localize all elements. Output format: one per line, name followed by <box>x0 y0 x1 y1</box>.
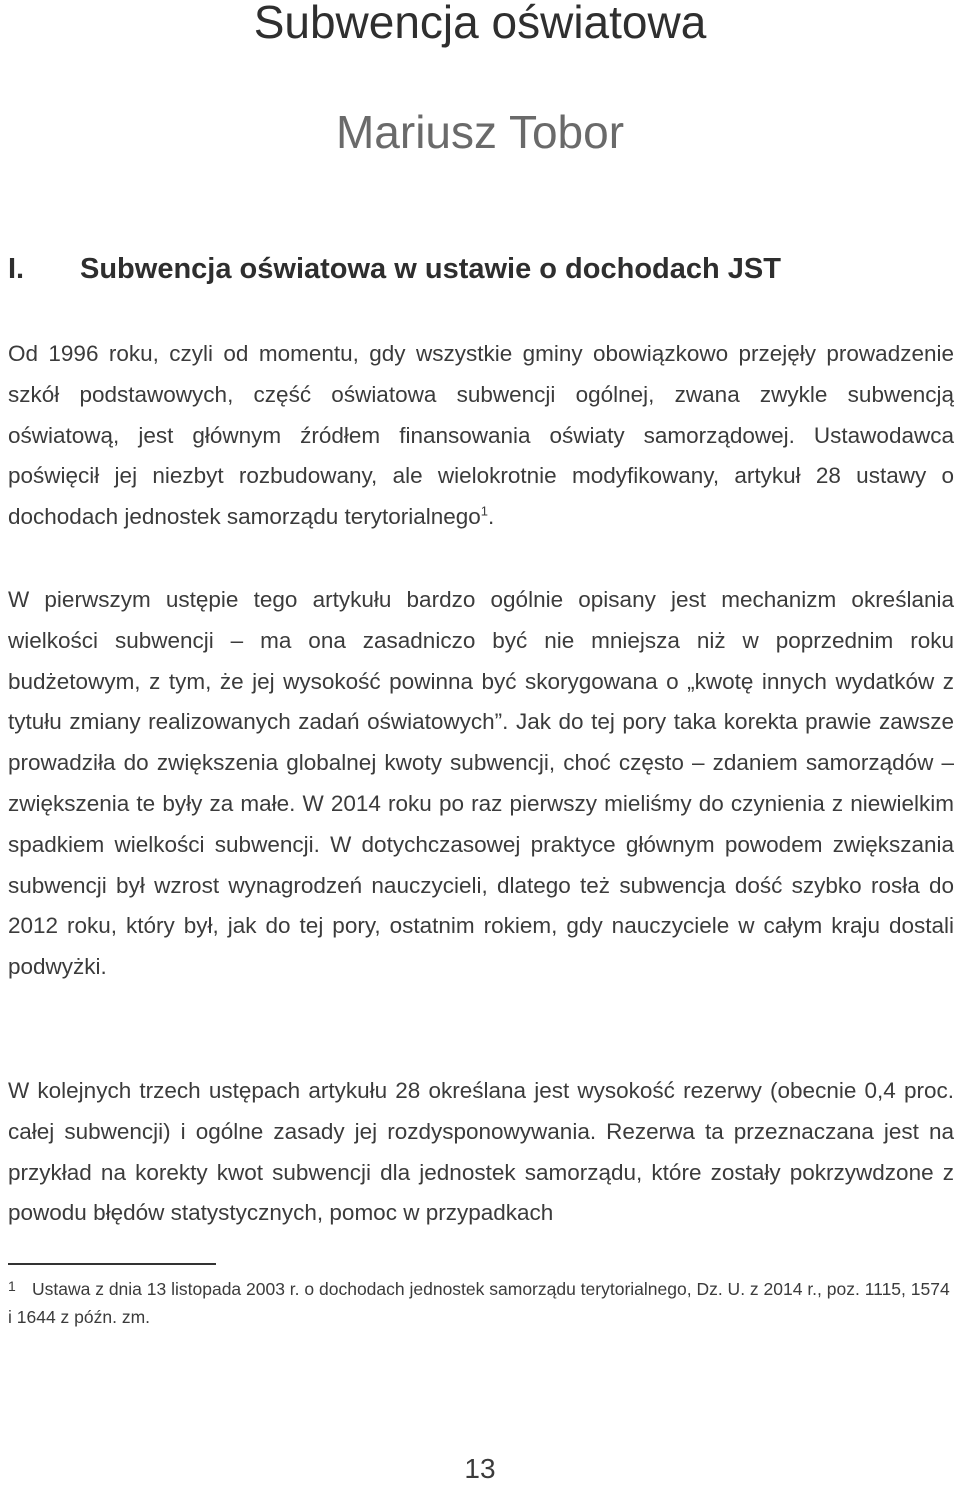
section-title: Subwencja oświatowa w ustawie o dochodach JST <box>80 253 781 285</box>
footnote-text: Ustawa z dnia 13 listopada 2003 r. o dochodach jednostek samorządu terytorialnego, Dz. U. z 2014 r., poz. 1115, 1574 i 1644 z późn. zm. <box>8 1279 950 1327</box>
page-number: 13 <box>464 1453 496 1484</box>
paragraph-mechanism: W pierwszym ustępie tego artykułu bardzo ogólnie opisany jest mechanizm określania wielkości subwencji – ma ona zasadniczo być nie mniejsza niż w poprzednim roku budżetowym, z tym, że jej wysokość powinna być skorygowana o „kwotę innych wydatków z tytułu zmiany realizowanych zadań oświatowych”. Jak do tej pory taka korekta prawie zawsze prowadziła do zwiększenia globalnej kwoty subwencji, choć często – zdaniem samorządów – zwiększenia te były za małe. W 2014 roku po raz pierwszy mieliśmy do czynienia z niewielkim spadkiem wielkości subwencji. W dotychczasowej praktyce głównym powodem zwiększania subwencji był wzrost wynagrodzeń nauczycieli, dlatego też subwencja dość szybko rosła do 2012 roku, który był, jak do tej pory, ostatnim rokiem, gdy nauczyciele w całym kraju dostali podwyżki. <box>8 587 954 980</box>
document-title: Subwencja oświatowa <box>253 0 707 48</box>
footnote <box>8 1275 956 1331</box>
paragraph-intro-text: Od 1996 roku, czyli od momentu, gdy wszystkie gminy obowiązkowo przejęły prowadzenie szkół podstawowych, część oświatowa subwencji ogólnej, zwana zwykle subwencją oświatową, jest głównym źródłem finansowania oświaty samorządowej. Ustawodawca poświęcił jej niezbyt rozbudowany, ale wielokrotnie modyfikowany, artykuł 28 ustawy o dochodach jednostek samorządu terytorialnego <box>8 341 954 530</box>
footnote-reference[interactable]: 1 <box>480 503 489 519</box>
footnote-number: 1 <box>8 1278 16 1294</box>
paragraph-intro <box>8 334 954 538</box>
paragraph-intro-end: . <box>488 504 495 530</box>
paragraph-reserve: W kolejnych trzech ustępach artykułu 28 określana jest wysokość rezerwy (obecnie 0,4 proc. całej subwencji) i ogólne zasady jej rozdysponowywania. Rezerwa ta przeznaczana jest na przykład na korekty kwot subwencji dla jednostek samorządu, które zostały pokrzywdzone z powodu błędów statystycznych, pomoc w przypadkach <box>8 1078 954 1226</box>
section-number: I. <box>8 253 25 285</box>
section-heading <box>8 247 948 291</box>
footnote-separator <box>8 1263 216 1265</box>
author-name: Mariusz Tobor <box>335 106 625 158</box>
